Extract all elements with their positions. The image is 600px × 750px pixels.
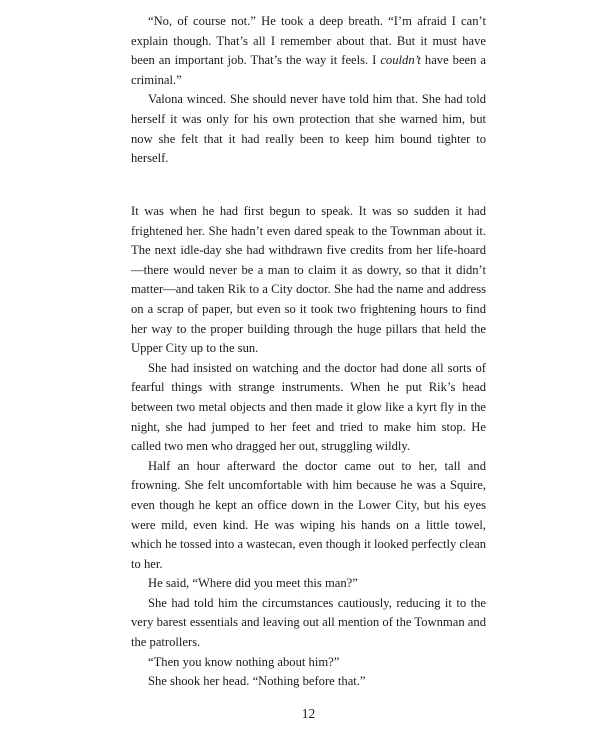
paragraph: She shook her head. “Nothing before that.” <box>148 674 366 689</box>
paragraph: “Then you know nothing about him?” <box>148 654 340 669</box>
paragraph: He said, “Where did you meet this man?” <box>148 576 358 591</box>
paragraph: She had insisted on watching and the doctor had done all sorts of fearful things with strange instruments. When he put Rik’s head between two metal objects and then made it glow like a kyrt fly in the night, she had jumped to her feet and tried to make him stop. He called two men who dragged her out, struggling wildly. <box>131 360 486 454</box>
page-number: 12 <box>301 706 316 721</box>
text-block-upper <box>131 12 486 169</box>
paragraph-text: “No, of course not.” He took a deep breath. “I’m afraid I can’t explain though. That’s all I remember about that. But it must have been an important job. That’s the way it feels. I <box>131 14 486 68</box>
paragraph-text: have been a criminal.” <box>131 53 486 87</box>
paragraph <box>131 12 486 90</box>
book-page <box>131 0 486 750</box>
paragraph-first: It was when he had first begun to speak. It was so sudden it had frightened her. She hadn’t even dared speak to the Townman about it. The next idle-day she had withdrawn five credits from her life-hoard—there would never be a man to claim it as dowry, so that it didn’t matter—and taken Rik to a City doctor. She had the name and address on a scrap of paper, but even so it took two frightening hours to find her way to the proper building through the huge pillars that held the Upper City up to the sun. <box>131 204 486 356</box>
paragraph: Valona winced. She should never have told him that. She had told herself it was only for his own protection that she warned him, but now she felt that it had really been to keep him bound tighter to herself. <box>131 92 486 166</box>
emphasized-word: couldn’t <box>380 53 421 68</box>
paragraph: Half an hour afterward the doctor came out to her, tall and frowning. She felt uncomfortable with him because he was a Squire, even though he kept an office down in the Lower City, but his eyes were mild, even kind. He was wiping his hands on a little towel, which he tossed into a wastecan, even though it looked perfectly clean to her. <box>131 458 486 571</box>
paragraph: She had told him the circumstances cautiously, reducing it to the very barest essentials and leaving out all mention of the Townman and the patrollers. <box>131 595 486 650</box>
text-block-lower <box>131 202 486 692</box>
